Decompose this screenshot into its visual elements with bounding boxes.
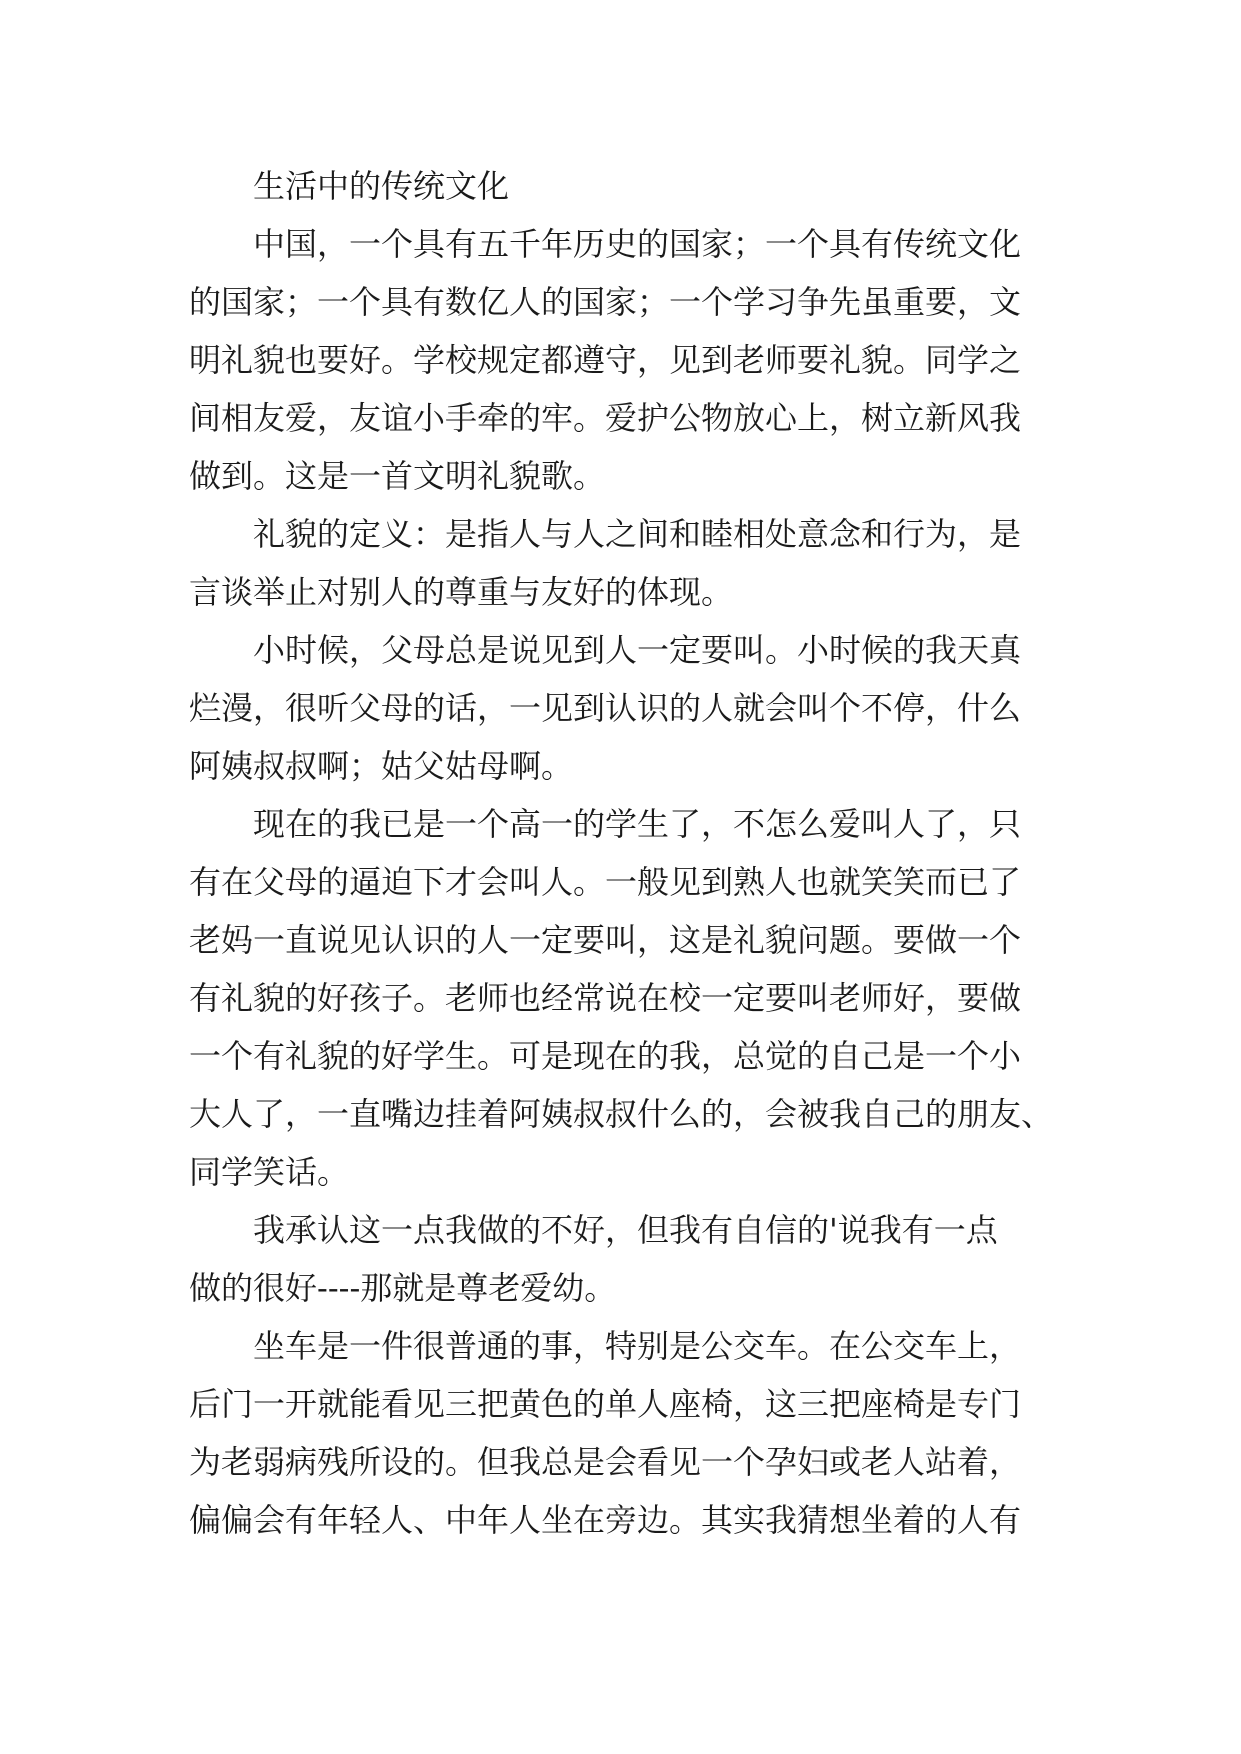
paragraph-4-line-2: 有在父母的逼迫下才会叫人。一般见到熟人也就笑笑而已了 bbox=[189, 863, 1022, 901]
document-body bbox=[189, 157, 1059, 1549]
paragraph-1-line-3: 明礼貌也要好。学校规定都遵守，见到老师要礼貌。同学之 bbox=[189, 341, 1022, 379]
paragraph-1-line-2: 的国家；一个具有数亿人的国家；一个学习争先虽重要，文 bbox=[189, 283, 1022, 321]
paragraph-6-line-4: 偏偏会有年轻人、中年人坐在旁边。其实我猜想坐着的人有 bbox=[189, 1501, 1022, 1539]
paragraph-4-line-7: 同学笑话。 bbox=[189, 1153, 350, 1191]
paragraph-4-line-5: 一个有礼貌的好学生。可是现在的我，总觉的自己是一个小 bbox=[189, 1037, 1022, 1075]
paragraph-1-line-4: 间相友爱，友谊小手牵的牢。爱护公物放心上，树立新风我 bbox=[189, 399, 1022, 437]
paragraph-4-line-4: 有礼貌的好孩子。老师也经常说在校一定要叫老师好，要做 bbox=[189, 979, 1022, 1017]
paragraph-2-line-2: 言谈举止对别人的尊重与友好的体现。 bbox=[189, 573, 734, 611]
paragraph-3-line-1: 小时候，父母总是说见到人一定要叫。小时候的我天真 bbox=[253, 631, 1022, 669]
paragraph-6-line-1: 坐车是一件很普通的事，特别是公交车。在公交车上， bbox=[253, 1327, 1022, 1365]
paragraph-3-line-3: 阿姨叔叔啊；姑父姑母啊。 bbox=[189, 747, 574, 785]
paragraph-4-line-1: 现在的我已是一个高一的学生了，不怎么爱叫人了，只 bbox=[253, 805, 1022, 843]
paragraph-4-line-6: 大人了，一直嘴边挂着阿姨叔叔什么的，会被我自己的朋友、 bbox=[189, 1095, 1054, 1133]
document-title: 生活中的传统文化 bbox=[253, 167, 510, 205]
paragraph-1-line-5: 做到。这是一首文明礼貌歌。 bbox=[189, 457, 606, 495]
paragraph-4-line-3: 老妈一直说见认识的人一定要叫，这是礼貌问题。要做一个 bbox=[189, 921, 1022, 959]
paragraph-1-line-1: 中国，一个具有五千年历史的国家；一个具有传统文化 bbox=[253, 225, 1022, 263]
paragraph-5-line-1: 我承认这一点我做的不好，但我有自信的'说我有一点 bbox=[253, 1211, 998, 1249]
paragraph-6-line-2: 后门一开就能看见三把黄色的单人座椅，这三把座椅是专门 bbox=[189, 1385, 1022, 1423]
paragraph-3-line-2: 烂漫，很听父母的话，一见到认识的人就会叫个不停，什么 bbox=[189, 689, 1022, 727]
paragraph-2-line-1: 礼貌的定义：是指人与人之间和睦相处意念和行为，是 bbox=[253, 515, 1022, 553]
paragraph-5-line-2: 做的很好----那就是尊老爱幼。 bbox=[189, 1269, 617, 1307]
paragraph-6-line-3: 为老弱病残所设的。但我总是会看见一个孕妇或老人站着， bbox=[189, 1443, 1022, 1481]
